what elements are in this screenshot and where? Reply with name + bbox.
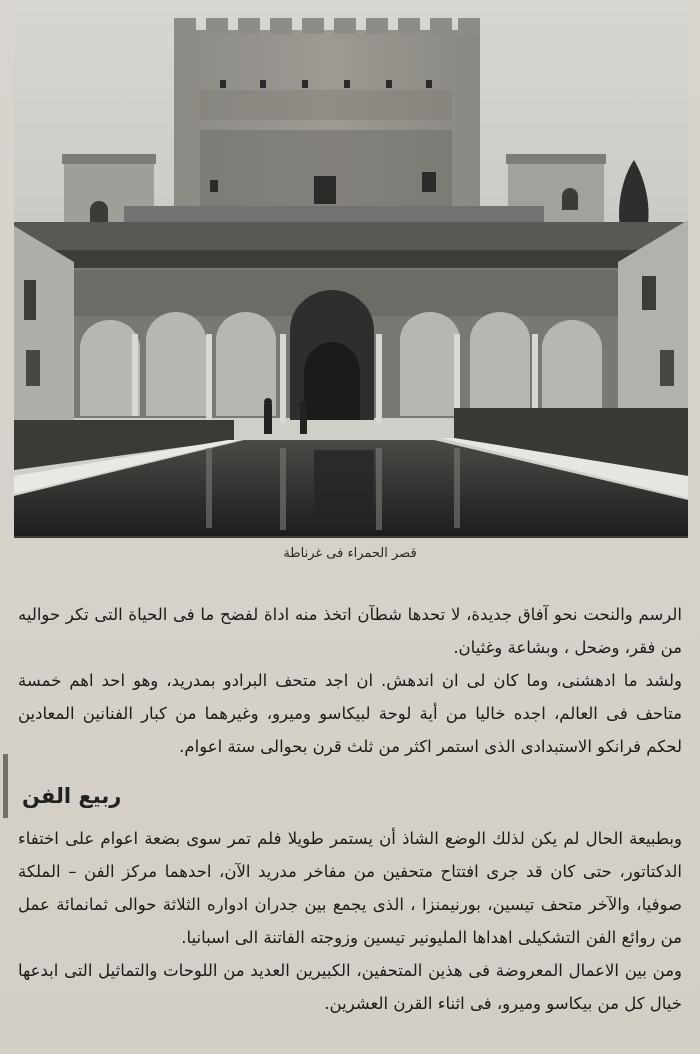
paragraph: الرسم والنحت نحو آفاق جديدة، لا تحدها شطآن اتخذ منه اداة لفضح ما فى الحياة التى تكر حواليه من فقر، وضحل ، وبشاعة وغثيان. <box>18 605 682 657</box>
paragraph: ومن بين الاعمال المعروضة فى هذين المتحفين، الكبيرين العديد من اللوحات والتماثيل التى ابدعها خيال كل من بيكاسو وميرو، فى اثناء القرن العشرين. <box>18 961 682 1013</box>
alhambra-court-photo <box>14 0 688 538</box>
photo-caption: قصر الحمراء فى غرناطة <box>283 546 417 561</box>
paragraph: ولشد ما ادهشنى، وما كان لى ان اندهش. ان اجد متحف البرادو بمدريد، وهو احد اهم خمسة متاحف فى العالم، اجده خاليا من أية لوحة لبيكاسو وميرو، وغيرهما من كبار الفنانين المعادين لحكم فرانكو الاستبدادى الذى استمر اكثر من ثلث قرن بحوالى ستة اعوام. <box>18 671 682 756</box>
body-text-section-2 <box>18 822 682 1020</box>
section-heading: ربيع الفن <box>22 784 122 808</box>
paragraph: وبطبيعة الحال لم يكن لذلك الوضع الشاذ أن يستمر طويلا فلم تمر سوى بضعة اعوام على اختفاء الدكتاتور، حتى كان قد جرى افتتاح متحفين من مفاخر مدريد الآن، احدهما مركز الفن – الملكة صوفيا، والآخر متحف تيسين، بورنيمنزا ، الذى يجمع بين جدران ادواره الثلاثة حوالى ثمانمائة عمل من روائع الفن التشكيلى اهداها المليونير تيسين وزوجته الفاتنة الى اسبانيا. <box>18 829 682 947</box>
margin-bar <box>3 754 8 818</box>
body-text-section-1 <box>18 598 682 763</box>
